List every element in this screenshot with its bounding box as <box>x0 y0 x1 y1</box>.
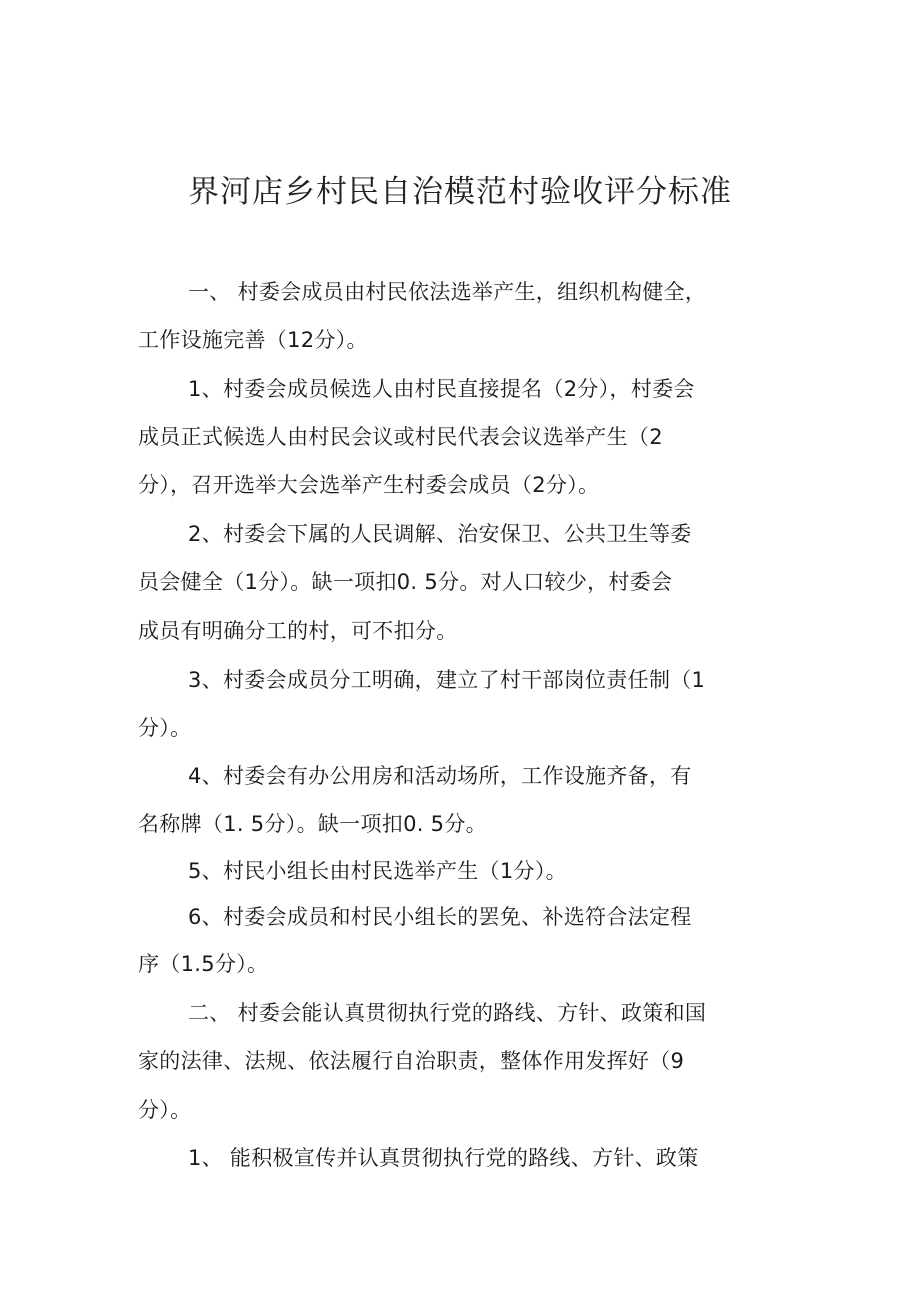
item-1-6: 6、村委会成员和村民小组长的罢免、补选符合法定程 <box>188 905 692 929</box>
paragraph-line: 家的法律、法规、依法履行自治职责，整体作用发挥好（9 <box>138 1049 685 1073</box>
item-1-3: 3、村委会成员分工明确，建立了村干部岗位责任制（1 <box>188 668 706 692</box>
section-heading-1: 一、 村委会成员由村民依法选举产生，组织机构健全， <box>188 280 707 304</box>
paragraph-line: 分），召开选举大会选举产生村委会成员（2分）。 <box>138 473 600 497</box>
paragraph-line: 工作设施完善（12分）。 <box>138 328 368 352</box>
document-title: 界河店乡村民自治模范村验收评分标准 <box>188 174 732 210</box>
paragraph-line: 名称牌（1. 5分）。缺一项扣0. 5分。 <box>138 812 487 836</box>
paragraph-line: 成员有明确分工的村，可不扣分。 <box>138 619 458 643</box>
paragraph-line: 分）。 <box>138 1098 192 1122</box>
item-1-1: 1、村委会成员候选人由村民直接提名（2分），村委会 <box>188 377 695 401</box>
paragraph-line: 序（1.5分）。 <box>138 952 269 976</box>
item-2-1: 1、 能积极宣传并认真贯彻执行党的路线、方针、政策 <box>188 1146 699 1170</box>
item-1-5: 5、村民小组长由村民选举产生（1分）。 <box>188 859 567 883</box>
item-1-4: 4、村委会有办公用房和活动场所，工作设施齐备，有 <box>188 764 692 788</box>
paragraph-line: 员会健全（1分）。缺一项扣0. 5分。对人口较少，村委会 <box>138 570 673 594</box>
item-1-2: 2、村委会下属的人民调解、治安保卫、公共卫生等委 <box>188 522 692 546</box>
paragraph-line: 成员正式候选人由村民会议或村民代表会议选举产生（2 <box>138 425 663 449</box>
section-heading-2: 二、 村委会能认真贯彻执行党的路线、方针、政策和国 <box>188 1001 707 1025</box>
paragraph-line: 分）。 <box>138 716 192 740</box>
